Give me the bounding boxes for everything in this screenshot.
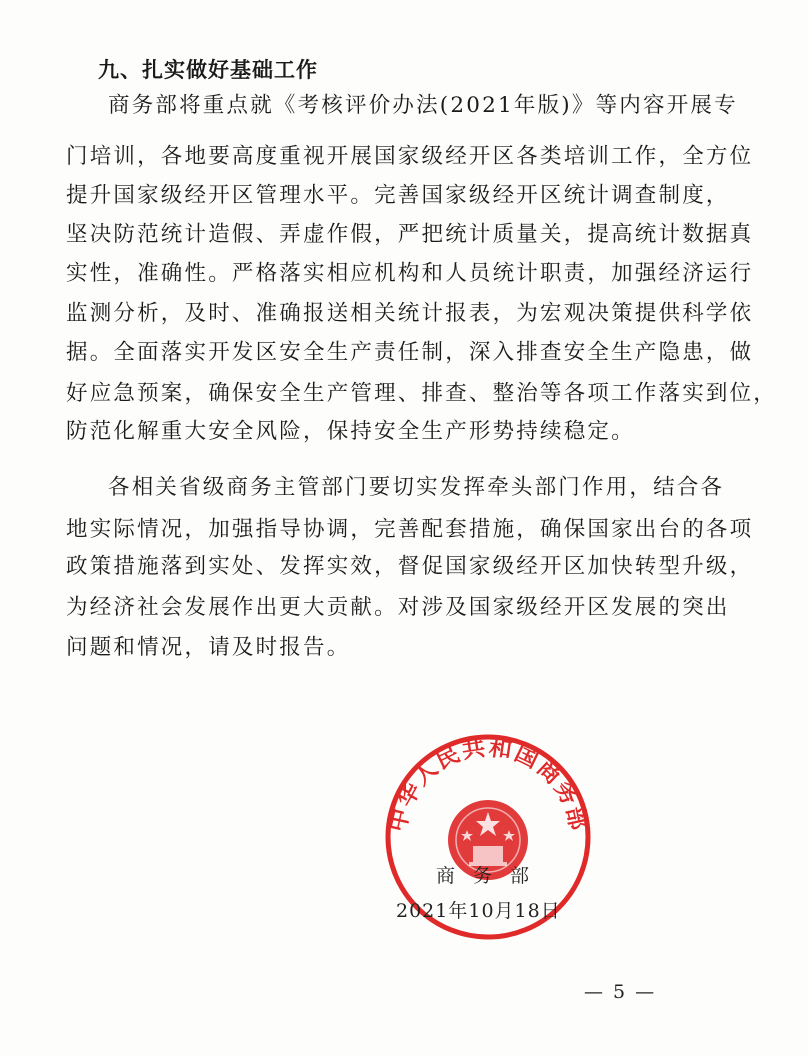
paragraph-line: 地实际情况，加强指导协调，完善配套措施，确保国家出台的各项 — [66, 517, 754, 542]
paragraph-line: 实性，准确性。严格落实相应机构和人员统计职责，加强经济运行 — [66, 261, 754, 286]
paragraph-line: 问题和情况，请及时报告。 — [66, 635, 351, 660]
section-heading: 九、扎实做好基础工作 — [98, 58, 318, 82]
svg-text:中华人民共和国商务部: 中华人民共和国商务部 — [383, 733, 593, 835]
paragraph-line: 为经济社会发展作出更大贡献。对涉及国家级经开区发展的突出 — [66, 595, 730, 620]
paragraph-line: 政策措施落到实处、发挥实效，督促国家级经开区加快转型升级， — [66, 554, 754, 579]
page-number: — 5 — — [584, 981, 657, 1003]
paragraph-line: 商务部将重点就《考核评价办法(2021年版)》等内容开展专 — [108, 93, 738, 118]
paragraph-line: 门培训，各地要高度重视开展国家级经开区各类培训工作，全方位 — [66, 144, 754, 169]
paragraph-line: 坚决防范统计造假、弄虚作假，严把统计质量关，提高统计数据真 — [66, 222, 754, 247]
paragraph-line: 据。全面落实开发区安全生产责任制，深入排查安全生产隐患，做 — [66, 340, 754, 365]
paragraph-line: 提升国家级经开区管理水平。完善国家级经开区统计调查制度， — [66, 183, 730, 208]
sender-name: 商务部 — [436, 865, 548, 887]
paragraph-line: 防范化解重大安全风险，保持安全生产形势持续稳定。 — [66, 419, 635, 444]
issue-date: 2021年10月18日 — [396, 900, 561, 922]
paragraph-line: 各相关省级商务主管部门要切实发挥牵头部门作用，结合各 — [108, 475, 725, 500]
paragraph-line: 好应急预案，确保安全生产管理、排查、整治等各项工作落实到位， — [66, 381, 778, 406]
paragraph-line: 监测分析，及时、准确报送相关统计报表，为宏观决策提供科学依 — [66, 301, 754, 326]
